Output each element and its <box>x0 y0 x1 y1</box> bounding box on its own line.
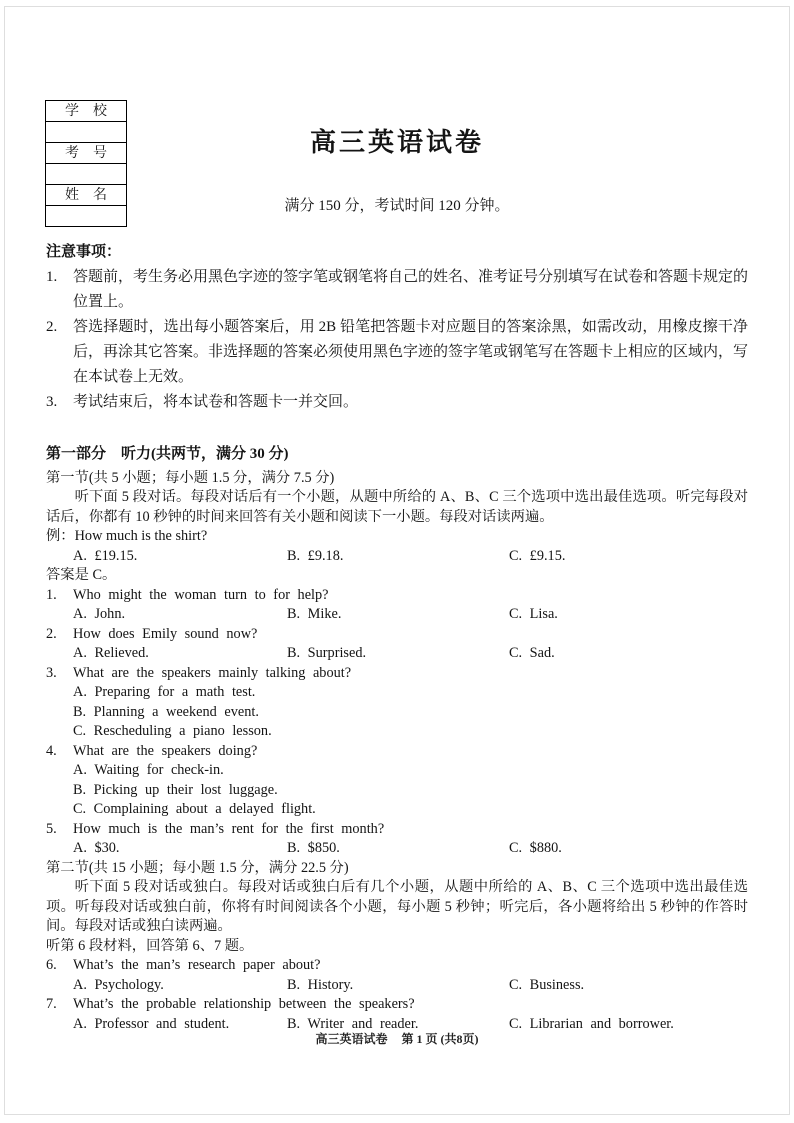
question-number: 5. <box>46 820 57 837</box>
option-c: C. Sad. <box>509 645 555 661</box>
question-text: How does Emily sound now? <box>73 625 258 642</box>
section1-heading: 第一节(共 5 小题；每小题 1.5 分，满分 7.5 分) <box>46 469 335 486</box>
notice-item-2 <box>46 315 748 390</box>
question-number: 4. <box>46 742 57 759</box>
question-number: 1. <box>46 586 57 603</box>
question-4 <box>46 742 748 762</box>
exam-subtitle: 满分 150 分，考试时间 120 分钟。 <box>284 198 510 214</box>
question-3 <box>46 664 748 684</box>
option-b: B. History. <box>287 976 354 993</box>
option-a: A. Relieved. <box>73 645 149 661</box>
option-a: A. Waiting for check-in. <box>73 762 224 778</box>
school-field-label: 学 校 <box>45 100 127 122</box>
question-number: 2. <box>46 625 57 642</box>
question-3-options <box>46 683 748 742</box>
notice-item-3 <box>46 390 748 415</box>
question-2-options <box>46 644 748 664</box>
option-a: A. £19.15. <box>73 547 138 564</box>
notice-item-text: 考试结束后，将本试卷和答题卡一并交回。 <box>73 394 359 410</box>
option-b: B. Writer and reader. <box>287 1015 419 1032</box>
option-b: B. Picking up their lost luggage. <box>73 781 278 798</box>
notice-section <box>46 240 748 415</box>
option-a: A. Preparing for a math test. <box>73 684 256 700</box>
footer-page-info: 第 1 页 (共8页) <box>401 1032 479 1046</box>
notice-item-text: 答选择题时，选出每小题答案后，用 2B 铅笔把答题卡对应题目的答案涂黑，如需改动，用橡皮擦干净后，再涂其它答案。非选择题的答案必须使用黑色字迹的签字笔或钢笔写在答题卡上相应的区域内，写在本试卷上无效。 <box>73 319 749 385</box>
option-c: C. Rescheduling a piano lesson. <box>73 723 272 739</box>
question-6 <box>46 956 748 976</box>
option-c: C. Complaining about a delayed flight. <box>73 801 316 817</box>
question-2 <box>46 625 748 645</box>
question-4-options <box>46 761 748 820</box>
name-field-label: 姓 名 <box>45 184 127 206</box>
question-text: What are the speakers doing? <box>73 742 258 759</box>
question-text: What’s the man’s research paper about? <box>73 957 321 973</box>
question-text: What’s the probable relationship between the speakers? <box>73 996 415 1012</box>
option-a: A. Psychology. <box>73 976 164 993</box>
section1-instructions: 听下面 5 段对话。每段对话后有一个小题，从题中所给的 A、B、C 三个选项中选出最佳选项。听完每段对话后，你都有 10 秒钟的时间来回答有关小题和阅读下一小题。每段对话读两遍。 <box>46 489 748 525</box>
question-7 <box>46 995 748 1015</box>
exam-number-field-blank <box>45 163 127 185</box>
question-1-options <box>46 605 748 625</box>
option-a: A. $30. <box>73 840 120 856</box>
question-text: What are the speakers mainly talking about? <box>73 664 352 681</box>
exam-title: 高三英语试卷 <box>309 128 484 157</box>
option-b: B. Planning a weekend event. <box>73 703 259 720</box>
question-text: Who might the woman turn to for help? <box>73 586 329 603</box>
header <box>0 0 794 240</box>
question-6-options <box>46 976 748 996</box>
notice-item-number: 2. <box>46 319 58 335</box>
example-answer: 答案是 C。 <box>46 567 117 583</box>
page-footer <box>0 1030 794 1047</box>
material-note-6: 听第 6 段材料，回答第 6、7 题。 <box>46 937 254 954</box>
section2-instructions: 听下面 5 段对话或独白。每段对话或独白后有几个小题，从题中所给的 A、B、C 三个选项中选出最佳选项。听每段对话或独白前，你将有时间阅读各个小题，每小题 5 秒钟；听完后，各小题将给出 5 秒钟的作答时间。每段对话或独白读两遍。 <box>46 879 748 934</box>
notice-item-number: 3. <box>46 394 58 410</box>
question-text: How much is the man’s rent for the first month? <box>73 820 385 837</box>
option-b: B. £9.18. <box>287 547 344 564</box>
section2-heading: 第二节(共 15 小题；每小题 1.5 分，满分 22.5 分) <box>46 859 349 876</box>
question-5 <box>46 820 748 840</box>
option-c: C. £9.15. <box>509 547 566 564</box>
example-options <box>46 547 748 567</box>
option-a: A. Professor and student. <box>73 1015 230 1032</box>
notice-item-1 <box>46 265 748 315</box>
notice-item-text: 答题前，考生务必用黑色字迹的签字笔或钢笔将自己的姓名、准考证号分别填写在试卷和答题卡规定的位置上。 <box>73 269 749 310</box>
listening-section <box>46 445 748 1034</box>
option-c: C. Business. <box>509 976 585 993</box>
option-b: B. $850. <box>287 840 340 856</box>
example-prompt: 例：How much is the shirt? <box>46 528 208 544</box>
part1-heading: 第一部分 听力(共两节，满分 30 分) <box>46 446 289 462</box>
footer-exam-name: 高三英语试卷 <box>315 1032 388 1046</box>
option-c: C. Librarian and borrower. <box>509 1015 674 1032</box>
option-c: C. Lisa. <box>509 606 558 622</box>
option-b: B. Surprised. <box>287 645 367 661</box>
question-1 <box>46 586 748 606</box>
question-number: 6. <box>46 957 57 973</box>
option-a: A. John. <box>73 606 126 622</box>
question-number: 7. <box>46 996 57 1012</box>
notice-item-number: 1. <box>46 269 58 285</box>
question-number: 3. <box>46 664 57 681</box>
notice-heading: 注意事项： <box>46 244 122 260</box>
option-b: B. Mike. <box>287 606 342 622</box>
exam-body <box>0 240 794 1034</box>
exam-number-field-label: 考 号 <box>45 142 127 164</box>
question-5-options <box>46 839 748 859</box>
option-c: C. $880. <box>509 840 562 856</box>
